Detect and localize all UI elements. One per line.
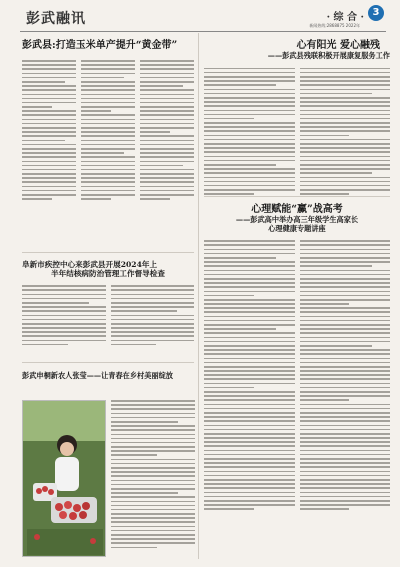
article-headline-line1: 心有阳光 爱心融残 xyxy=(296,40,380,51)
article-body xyxy=(204,240,390,512)
article-headline-line1: 阜新市疾控中心来彭武县开展2024年上 xyxy=(22,260,158,269)
masthead-rule xyxy=(20,31,386,32)
article-photo xyxy=(22,400,106,557)
article-body xyxy=(22,285,194,348)
article-headline: 彭武申桐新农人张莹——让青春在乡村美丽绽放 xyxy=(22,371,173,380)
article-headline-line1: 心理赋能“赢”战高考 xyxy=(251,204,343,215)
article-headline: 彭武县:打造玉米单产提升“黄金带” xyxy=(22,40,178,51)
page-number-badge: 3 xyxy=(368,5,384,21)
article-headline-line3: 心理健康专题讲座 xyxy=(268,223,326,233)
article-disability-services xyxy=(204,40,390,197)
section-rule xyxy=(204,196,390,197)
article-headline-line2: ——彭武县残联积极开展康复服务工作 xyxy=(267,51,390,60)
section-label: · 综 合 · xyxy=(326,12,364,23)
article-psychology-lecture xyxy=(204,204,390,512)
article-new-farmer xyxy=(22,372,198,389)
article-corn-yield xyxy=(22,40,194,202)
column-divider xyxy=(198,33,199,559)
article-headline-line2: ——彭武高中举办高三年级学生高家长 xyxy=(235,215,359,224)
article-tb-inspection xyxy=(22,260,194,348)
article-body xyxy=(22,60,194,202)
article-body xyxy=(204,68,390,198)
section-rule xyxy=(22,362,194,363)
masthead xyxy=(6,4,394,32)
article-headline-line2: 半年结核病防治管理工作督导检查 xyxy=(51,269,165,279)
article-new-farmer-body xyxy=(111,400,195,551)
newspaper-title: 彭武融讯 xyxy=(26,11,86,27)
masthead-info: 新闻热线:2868875 2022年 xyxy=(309,23,360,28)
section-rule xyxy=(22,252,194,253)
